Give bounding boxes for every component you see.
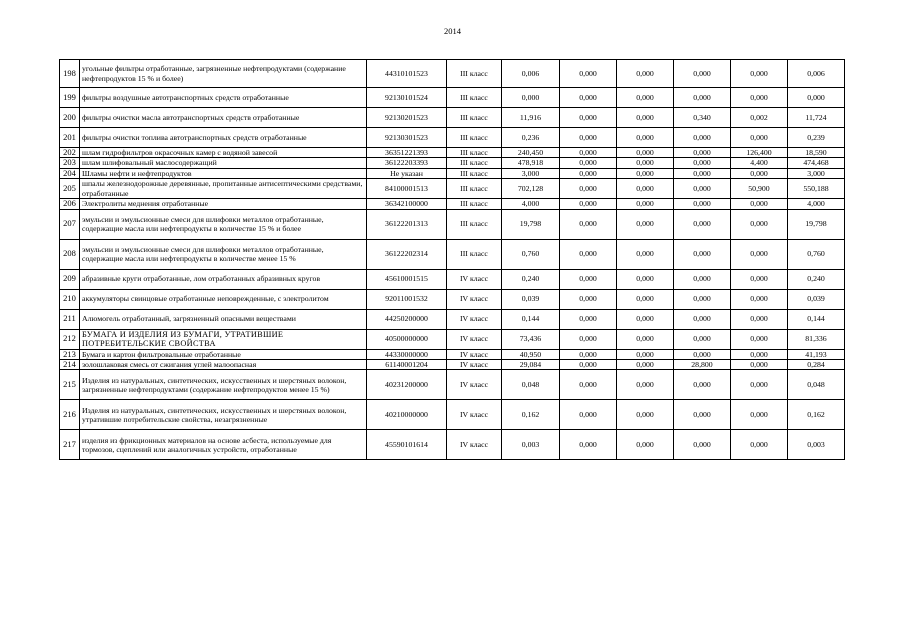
value-cell: 0,048 (502, 370, 560, 400)
waste-code: 36122201313 (367, 209, 447, 239)
value-cell: 0,039 (502, 289, 560, 309)
value-cell: 0,006 (788, 60, 845, 88)
waste-name: угольные фильтры отработанные, загрязненные нефтепродуктами (содержание нефтепродуктов 15 % и более) (80, 60, 367, 88)
value-cell: 0,760 (502, 239, 560, 269)
table-row (60, 239, 845, 269)
hazard-class: IV класс (447, 349, 502, 359)
row-number: 202 (60, 148, 80, 158)
value-cell: 0,000 (617, 128, 674, 148)
table-row (60, 349, 845, 359)
waste-name: шлам шлифовальный маслосодержащий (80, 158, 367, 168)
value-cell: 0,000 (674, 289, 731, 309)
value-cell: 41,193 (788, 349, 845, 359)
table-row (60, 309, 845, 329)
value-cell: 0,000 (674, 309, 731, 329)
value-cell: 3,000 (502, 168, 560, 178)
row-number: 198 (60, 60, 80, 88)
value-cell: 0,003 (788, 430, 845, 460)
waste-code: 40210000000 (367, 400, 447, 430)
value-cell: 0,000 (731, 289, 788, 309)
value-cell: 0,000 (560, 209, 617, 239)
hazard-class: IV класс (447, 269, 502, 289)
table-row (60, 430, 845, 460)
value-cell: 0,000 (617, 400, 674, 430)
row-number: 204 (60, 168, 80, 178)
value-cell: 0,340 (674, 108, 731, 128)
value-cell: 0,000 (731, 360, 788, 370)
value-cell: 550,188 (788, 179, 845, 199)
waste-code: 45590101614 (367, 430, 447, 460)
value-cell: 0,000 (617, 430, 674, 460)
value-cell: 0,000 (617, 269, 674, 289)
hazard-class: III класс (447, 148, 502, 158)
waste-code: 40231200000 (367, 370, 447, 400)
waste-code: 36122202314 (367, 239, 447, 269)
hazard-class: IV класс (447, 329, 502, 349)
row-number: 216 (60, 400, 80, 430)
value-cell: 0,000 (560, 158, 617, 168)
value-cell: 0,000 (731, 60, 788, 88)
value-cell: 11,916 (502, 108, 560, 128)
waste-code: 84100001513 (367, 179, 447, 199)
value-cell: 4,000 (502, 199, 560, 209)
row-number: 214 (60, 360, 80, 370)
value-cell: 0,000 (731, 199, 788, 209)
waste-name: Изделия из натуральных, синтетических, искусственных и шерстяных волокон, загрязненные нефтепродуктами (содержание нефтепродуктов менее 15 %) (80, 370, 367, 400)
waste-name: Электролиты меднения отработанные (80, 199, 367, 209)
value-cell: 0,000 (674, 148, 731, 158)
waste-name: абразивные круги отработанные, лом отработанных абразивных кругов (80, 269, 367, 289)
waste-name: Алюмогель отработанный, загрязненный опасными веществами (80, 309, 367, 329)
value-cell: 0,000 (560, 289, 617, 309)
value-cell: 0,000 (674, 430, 731, 460)
value-cell: 0,000 (731, 309, 788, 329)
hazard-class: III класс (447, 209, 502, 239)
hazard-class: III класс (447, 60, 502, 88)
hazard-class: III класс (447, 199, 502, 209)
waste-code: 36342100000 (367, 199, 447, 209)
waste-name: эмульсии и эмульсионные смеси для шлифовки металлов отработанные, содержащие масла или нефтепродукты в количестве менее 15 % (80, 239, 367, 269)
value-cell: 0,000 (560, 370, 617, 400)
waste-table (59, 59, 845, 460)
value-cell: 18,590 (788, 148, 845, 158)
value-cell: 40,950 (502, 349, 560, 359)
value-cell: 0,162 (788, 400, 845, 430)
table-row (60, 289, 845, 309)
waste-name: фильтры воздушные автотранспортных средств отработанные (80, 88, 367, 108)
waste-code: 45610001515 (367, 269, 447, 289)
value-cell: 0,240 (788, 269, 845, 289)
row-number: 209 (60, 269, 80, 289)
value-cell: 0,000 (731, 430, 788, 460)
value-cell: 0,000 (731, 128, 788, 148)
waste-code: 44330000000 (367, 349, 447, 359)
table-row (60, 158, 845, 168)
value-cell: 0,000 (617, 309, 674, 329)
value-cell: 0,284 (788, 360, 845, 370)
value-cell: 0,000 (674, 179, 731, 199)
value-cell: 0,000 (560, 168, 617, 178)
value-cell: 0,144 (788, 309, 845, 329)
row-number: 203 (60, 158, 80, 168)
table-row (60, 360, 845, 370)
value-cell: 0,000 (731, 370, 788, 400)
value-cell: 0,000 (788, 88, 845, 108)
value-cell: 0,000 (674, 239, 731, 269)
value-cell: 0,003 (502, 430, 560, 460)
value-cell: 0,000 (731, 88, 788, 108)
value-cell: 0,000 (560, 309, 617, 329)
value-cell: 0,000 (617, 370, 674, 400)
value-cell: 0,000 (617, 329, 674, 349)
value-cell: 4,000 (788, 199, 845, 209)
value-cell: 0,000 (617, 179, 674, 199)
table-row (60, 329, 845, 349)
table-body (60, 60, 845, 460)
value-cell: 0,000 (560, 269, 617, 289)
value-cell: 0,000 (674, 168, 731, 178)
row-number: 208 (60, 239, 80, 269)
value-cell: 0,000 (560, 88, 617, 108)
waste-code: 61140001204 (367, 360, 447, 370)
table-row (60, 148, 845, 158)
value-cell: 3,000 (788, 168, 845, 178)
hazard-class: III класс (447, 108, 502, 128)
value-cell: 0,000 (674, 400, 731, 430)
table-row (60, 370, 845, 400)
value-cell: 0,000 (560, 239, 617, 269)
waste-name: БУМАГА И ИЗДЕЛИЯ ИЗ БУМАГИ, УТРАТИВШИЕ ПОТРЕБИТЕЛЬСКИЕ СВОЙСТВА (80, 329, 367, 349)
value-cell: 702,128 (502, 179, 560, 199)
value-cell: 0,048 (788, 370, 845, 400)
waste-name: аккумуляторы свинцовые отработанные неповрежденные, с электролитом (80, 289, 367, 309)
value-cell: 478,918 (502, 158, 560, 168)
value-cell: 0,000 (502, 88, 560, 108)
value-cell: 0,000 (560, 360, 617, 370)
value-cell: 19,798 (502, 209, 560, 239)
value-cell: 11,724 (788, 108, 845, 128)
value-cell: 0,000 (674, 209, 731, 239)
row-number: 205 (60, 179, 80, 199)
value-cell: 0,000 (674, 199, 731, 209)
row-number: 217 (60, 430, 80, 460)
value-cell: 0,000 (560, 108, 617, 128)
table-row (60, 199, 845, 209)
waste-name: Бумага и картон фильтровальные отработанные (80, 349, 367, 359)
value-cell: 0,000 (674, 329, 731, 349)
value-cell: 0,000 (617, 168, 674, 178)
value-cell: 0,000 (731, 269, 788, 289)
value-cell: 0,000 (560, 329, 617, 349)
hazard-class: IV класс (447, 400, 502, 430)
value-cell: 0,760 (788, 239, 845, 269)
row-number: 211 (60, 309, 80, 329)
value-cell: 0,039 (788, 289, 845, 309)
waste-name: шпалы железнодорожные деревянные, пропитанные антисептическими средствами, отработанные (80, 179, 367, 199)
value-cell: 0,000 (560, 430, 617, 460)
value-cell: 0,236 (502, 128, 560, 148)
hazard-class: IV класс (447, 430, 502, 460)
value-cell: 0,000 (617, 360, 674, 370)
value-cell: 19,798 (788, 209, 845, 239)
hazard-class: III класс (447, 88, 502, 108)
value-cell: 0,000 (560, 148, 617, 158)
value-cell: 0,000 (617, 88, 674, 108)
waste-code: Не указан (367, 168, 447, 178)
value-cell: 50,900 (731, 179, 788, 199)
value-cell: 0,000 (617, 148, 674, 158)
waste-code: 36351221393 (367, 148, 447, 158)
table-row (60, 60, 845, 88)
value-cell: 0,144 (502, 309, 560, 329)
value-cell: 0,000 (731, 209, 788, 239)
value-cell: 4,400 (731, 158, 788, 168)
value-cell: 0,002 (731, 108, 788, 128)
waste-name: шлам гидрофильтров окрасочных камер с водяной завесой (80, 148, 367, 158)
waste-code: 92130101524 (367, 88, 447, 108)
value-cell: 0,000 (674, 88, 731, 108)
table-row (60, 400, 845, 430)
hazard-class: III класс (447, 239, 502, 269)
value-cell: 0,006 (502, 60, 560, 88)
waste-name: эмульсии и эмульсионные смеси для шлифовки металлов отработанные, содержащие масла или нефтепродукты в количестве 15 % и более (80, 209, 367, 239)
value-cell: 0,000 (617, 209, 674, 239)
table-row (60, 179, 845, 199)
row-number: 206 (60, 199, 80, 209)
value-cell: 0,000 (560, 179, 617, 199)
row-number: 200 (60, 108, 80, 128)
value-cell: 0,240 (502, 269, 560, 289)
waste-code: 40500000000 (367, 329, 447, 349)
waste-name: Изделия из натуральных, синтетических, искусственных и шерстяных волокон, утратившие потребительские свойства, незагрязненные (80, 400, 367, 430)
hazard-class: IV класс (447, 289, 502, 309)
row-number: 213 (60, 349, 80, 359)
value-cell: 126,400 (731, 148, 788, 158)
table-row (60, 128, 845, 148)
value-cell: 0,000 (674, 349, 731, 359)
value-cell: 73,436 (502, 329, 560, 349)
value-cell: 28,800 (674, 360, 731, 370)
table-row (60, 108, 845, 128)
row-number: 207 (60, 209, 80, 239)
value-cell: 0,000 (617, 289, 674, 309)
value-cell: 0,000 (674, 269, 731, 289)
value-cell: 0,000 (617, 108, 674, 128)
value-cell: 0,000 (560, 400, 617, 430)
table-row (60, 168, 845, 178)
value-cell: 0,000 (560, 199, 617, 209)
value-cell: 0,000 (731, 349, 788, 359)
hazard-class: IV класс (447, 370, 502, 400)
table-row (60, 269, 845, 289)
value-cell: 0,000 (617, 158, 674, 168)
hazard-class: III класс (447, 158, 502, 168)
value-cell: 0,000 (674, 60, 731, 88)
value-cell: 0,162 (502, 400, 560, 430)
value-cell: 0,239 (788, 128, 845, 148)
hazard-class: III класс (447, 168, 502, 178)
value-cell: 29,084 (502, 360, 560, 370)
row-number: 199 (60, 88, 80, 108)
row-number: 212 (60, 329, 80, 349)
value-cell: 240,450 (502, 148, 560, 158)
value-cell: 0,000 (731, 329, 788, 349)
hazard-class: III класс (447, 179, 502, 199)
value-cell: 0,000 (617, 349, 674, 359)
value-cell: 0,000 (674, 128, 731, 148)
waste-code: 44250200000 (367, 309, 447, 329)
waste-code: 92130301523 (367, 128, 447, 148)
waste-name: изделия из фрикционных материалов на основе асбеста, используемые для тормозов, сцеплений или аналогичных устройств, отработанные (80, 430, 367, 460)
value-cell: 0,000 (674, 370, 731, 400)
waste-name: фильтры очистки масла автотранспортных средств отработанные (80, 108, 367, 128)
value-cell: 0,000 (731, 239, 788, 269)
hazard-class: III класс (447, 128, 502, 148)
value-cell: 0,000 (674, 158, 731, 168)
value-cell: 81,336 (788, 329, 845, 349)
waste-code: 92130201523 (367, 108, 447, 128)
value-cell: 0,000 (731, 168, 788, 178)
waste-code: 36122203393 (367, 158, 447, 168)
value-cell: 0,000 (617, 60, 674, 88)
row-number: 201 (60, 128, 80, 148)
value-cell: 474,468 (788, 158, 845, 168)
table-row (60, 209, 845, 239)
hazard-class: IV класс (447, 360, 502, 370)
hazard-class: IV класс (447, 309, 502, 329)
waste-name: Шламы нефти и нефтепродуктов (80, 168, 367, 178)
value-cell: 0,000 (560, 128, 617, 148)
page-number: 2014 (444, 26, 461, 36)
value-cell: 0,000 (560, 349, 617, 359)
value-cell: 0,000 (617, 239, 674, 269)
waste-name: фильтры очистки топлива автотранспортных средств отработанные (80, 128, 367, 148)
row-number: 215 (60, 370, 80, 400)
row-number: 210 (60, 289, 80, 309)
waste-code: 44310101523 (367, 60, 447, 88)
waste-name: золошлаковая смесь от сжигания углей малоопасная (80, 360, 367, 370)
value-cell: 0,000 (560, 60, 617, 88)
waste-code: 92011001532 (367, 289, 447, 309)
table-row (60, 88, 845, 108)
value-cell: 0,000 (731, 400, 788, 430)
value-cell: 0,000 (617, 199, 674, 209)
